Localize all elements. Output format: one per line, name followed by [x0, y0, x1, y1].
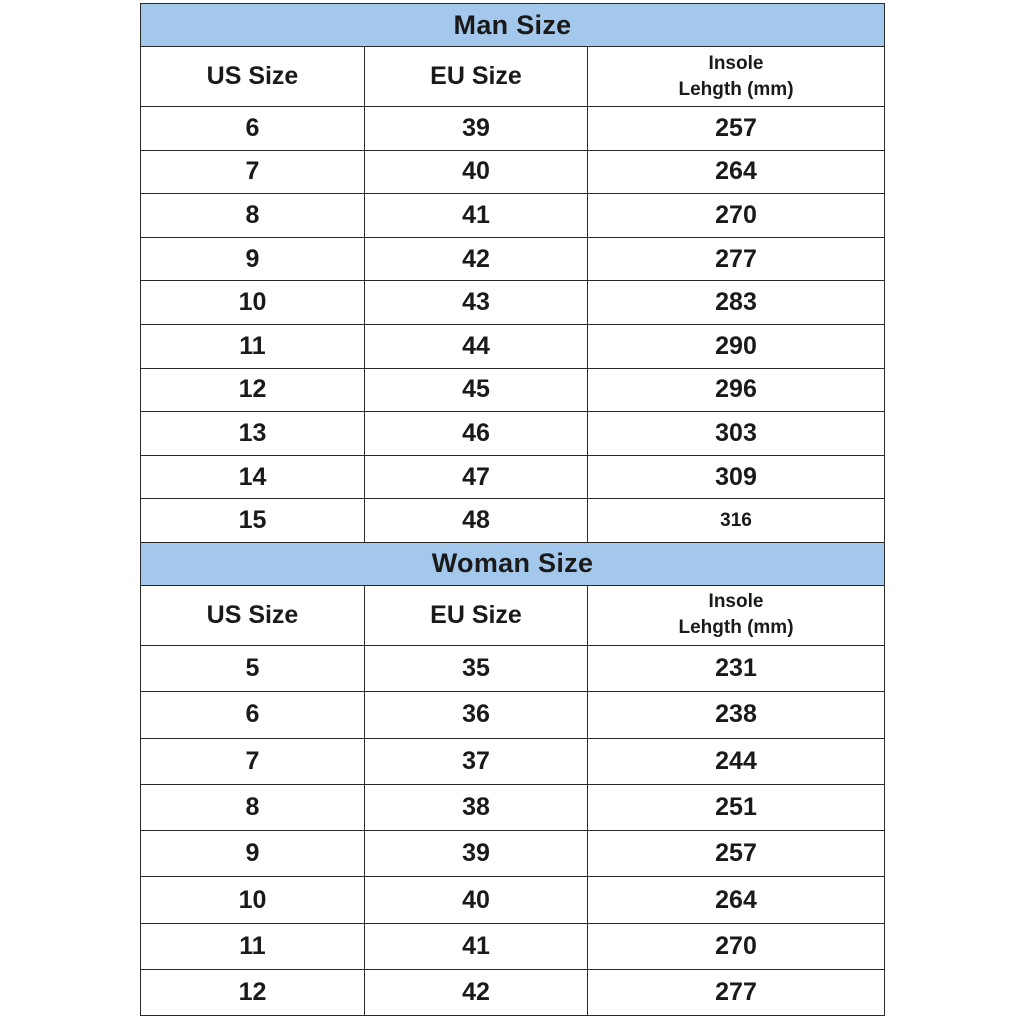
woman-eu-size-header: EU Size — [365, 585, 588, 645]
woman-insole-header-line1: Insole — [708, 591, 764, 613]
man-us-size-cell: 13 — [141, 412, 365, 456]
man-insole-cell: 309 — [588, 455, 885, 499]
man-insole-cell: 277 — [588, 237, 885, 281]
woman-us-size-header: US Size — [141, 585, 365, 645]
man-insole-cell: 264 — [588, 150, 885, 194]
man-eu-size-cell: 48 — [365, 499, 588, 543]
man-eu-size-cell: 41 — [365, 194, 588, 238]
man-insole-cell: 270 — [588, 194, 885, 238]
woman-us-size-cell: 7 — [141, 738, 365, 784]
woman-us-size-cell: 9 — [141, 831, 365, 877]
man-insole-header-line2: Lehgth (mm) — [678, 78, 794, 100]
woman-us-size-cell: 6 — [141, 692, 365, 738]
table-row — [141, 499, 885, 543]
table-row — [141, 877, 885, 923]
man-eu-size-cell: 39 — [365, 107, 588, 151]
man-us-size-cell: 7 — [141, 150, 365, 194]
woman-section — [141, 542, 885, 1015]
table-row — [141, 831, 885, 877]
woman-insole-cell: 244 — [588, 738, 885, 784]
woman-title-row — [141, 542, 885, 585]
woman-insole-header-line2: Lehgth (mm) — [678, 617, 794, 639]
man-size-title: Man Size — [141, 4, 885, 47]
man-insole-cell: 283 — [588, 281, 885, 325]
man-us-size-cell: 9 — [141, 237, 365, 281]
man-us-size-cell: 11 — [141, 324, 365, 368]
woman-eu-size-cell: 40 — [365, 877, 588, 923]
table-row — [141, 645, 885, 691]
woman-insole-cell: 270 — [588, 923, 885, 969]
woman-eu-size-cell: 39 — [365, 831, 588, 877]
table-row — [141, 923, 885, 969]
man-eu-size-header: EU Size — [365, 47, 588, 107]
table-row — [141, 324, 885, 368]
woman-header-row — [141, 585, 885, 645]
woman-eu-size-cell: 36 — [365, 692, 588, 738]
table-row — [141, 970, 885, 1016]
man-eu-size-cell: 45 — [365, 368, 588, 412]
table-row — [141, 784, 885, 830]
woman-eu-size-cell: 38 — [365, 784, 588, 830]
man-insole-cell: 257 — [588, 107, 885, 151]
woman-insole-cell: 238 — [588, 692, 885, 738]
size-table — [140, 3, 885, 1016]
woman-us-size-cell: 5 — [141, 645, 365, 691]
man-us-size-cell: 14 — [141, 455, 365, 499]
woman-insole-cell: 277 — [588, 970, 885, 1016]
woman-eu-size-cell: 41 — [365, 923, 588, 969]
man-insole-cell: 303 — [588, 412, 885, 456]
woman-eu-size-cell: 35 — [365, 645, 588, 691]
woman-insole-cell: 251 — [588, 784, 885, 830]
woman-us-size-cell: 11 — [141, 923, 365, 969]
table-row — [141, 194, 885, 238]
table-row — [141, 150, 885, 194]
woman-insole-cell: 231 — [588, 645, 885, 691]
man-insole-header-line1: Insole — [708, 52, 764, 74]
man-eu-size-cell: 47 — [365, 455, 588, 499]
woman-insole-cell: 257 — [588, 831, 885, 877]
table-row — [141, 107, 885, 151]
woman-insole-cell: 264 — [588, 877, 885, 923]
man-eu-size-cell: 43 — [365, 281, 588, 325]
man-eu-size-cell: 40 — [365, 150, 588, 194]
table-row — [141, 368, 885, 412]
man-eu-size-cell: 44 — [365, 324, 588, 368]
man-us-size-cell: 10 — [141, 281, 365, 325]
man-insole-cell: 296 — [588, 368, 885, 412]
woman-insole-length-header — [588, 585, 885, 645]
man-us-size-header: US Size — [141, 47, 365, 107]
woman-eu-size-cell: 42 — [365, 970, 588, 1016]
man-us-size-cell: 12 — [141, 368, 365, 412]
man-insole-cell: 316 — [588, 499, 885, 543]
man-eu-size-cell: 46 — [365, 412, 588, 456]
man-eu-size-cell: 42 — [365, 237, 588, 281]
man-insole-length-header — [588, 47, 885, 107]
man-title-row — [141, 4, 885, 47]
table-row — [141, 738, 885, 784]
table-row — [141, 281, 885, 325]
table-row — [141, 692, 885, 738]
table-row — [141, 237, 885, 281]
table-row — [141, 455, 885, 499]
man-us-size-cell: 15 — [141, 499, 365, 543]
man-section — [141, 4, 885, 543]
table-row — [141, 412, 885, 456]
man-us-size-cell: 8 — [141, 194, 365, 238]
woman-us-size-cell: 12 — [141, 970, 365, 1016]
woman-eu-size-cell: 37 — [365, 738, 588, 784]
woman-us-size-cell: 10 — [141, 877, 365, 923]
woman-size-title: Woman Size — [141, 542, 885, 585]
man-us-size-cell: 6 — [141, 107, 365, 151]
size-chart — [140, 3, 884, 1016]
man-insole-cell: 290 — [588, 324, 885, 368]
woman-us-size-cell: 8 — [141, 784, 365, 830]
man-header-row — [141, 47, 885, 107]
